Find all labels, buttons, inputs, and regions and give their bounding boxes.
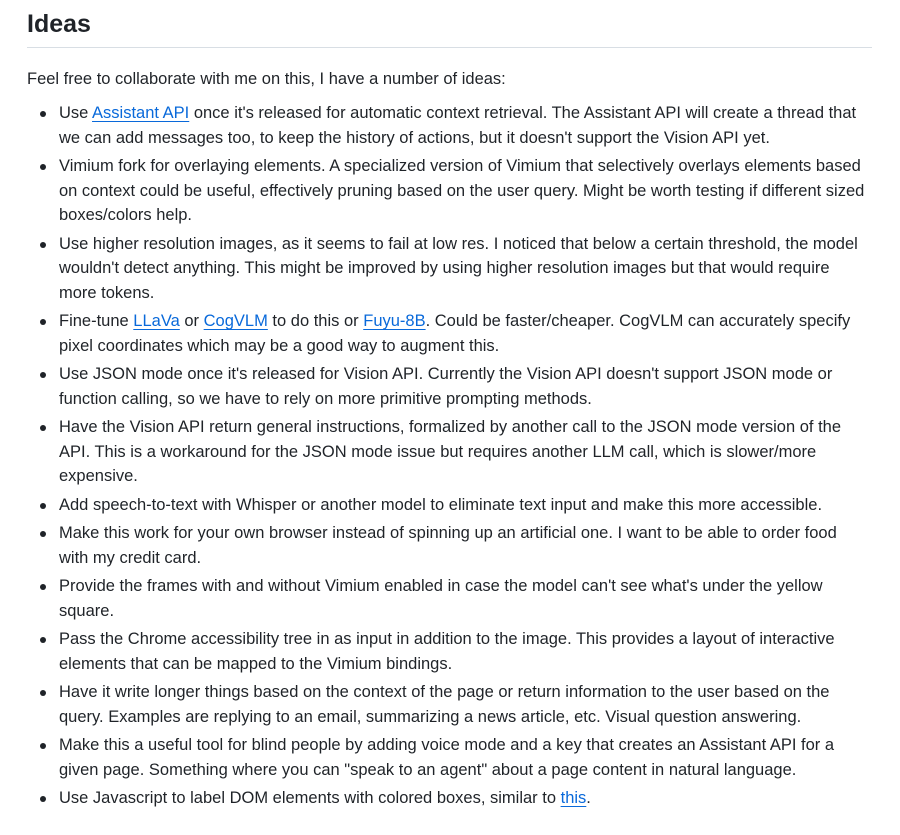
list-item bbox=[59, 309, 873, 358]
list-item: Make this work for your own browser instead of spinning up an artificial one. I want to be able to order food with my credit card. bbox=[59, 521, 873, 570]
intro-paragraph: Feel free to collaborate with me on this, I have a number of ideas: bbox=[27, 70, 506, 88]
list-item: Use higher resolution images, as it seems to fail at low res. I noticed that below a certain threshold, the model wouldn't detect anything. This might be improved by using higher resolution images but that would require more tokens. bbox=[59, 232, 873, 306]
item-text: Use bbox=[59, 104, 93, 122]
section-heading: Ideas bbox=[27, 0, 872, 48]
ideas-list bbox=[27, 101, 873, 811]
list-item bbox=[59, 101, 873, 150]
this-link[interactable]: this bbox=[560, 789, 587, 807]
assistant-api-link[interactable]: Assistant API bbox=[92, 104, 190, 122]
item-text: to do this or bbox=[267, 312, 364, 330]
item-text: Fine-tune bbox=[59, 312, 134, 330]
llava-link[interactable]: LLaVa bbox=[133, 312, 180, 330]
item-text: once it's released for automatic context retrieval. The Assistant API will create a thread that we can add messages too, to keep the history of actions, but it doesn't support the Vision API yet. bbox=[59, 104, 857, 147]
list-item: Pass the Chrome accessibility tree in as input in addition to the image. This provides a layout of interactive elements that can be mapped to the Vimium bindings. bbox=[59, 627, 873, 676]
list-item: Provide the frames with and without Vimium enabled in case the model can't see what's under the yellow square. bbox=[59, 574, 873, 623]
list-item: Have the Vision API return general instructions, formalized by another call to the JSON mode version of the API. This is a workaround for the JSON mode issue but requires another LLM call, which is slower/more expensive. bbox=[59, 415, 873, 489]
fuyu-8b-link[interactable]: Fuyu-8B bbox=[363, 312, 426, 330]
list-item bbox=[59, 786, 873, 811]
list-item: Use JSON mode once it's released for Vision API. Currently the Vision API doesn't support JSON mode or function calling, so we have to rely on more primitive prompting methods. bbox=[59, 362, 873, 411]
list-item: Vimium fork for overlaying elements. A specialized version of Vimium that selectively overlays elements based on context could be useful, effectively pruning based on the user query. Might be worth testing if different sized boxes/colors help. bbox=[59, 154, 873, 228]
item-text: . bbox=[586, 789, 591, 807]
list-item: Add speech-to-text with Whisper or another model to eliminate text input and make this more accessible. bbox=[59, 493, 873, 518]
item-text: . Could be faster/cheaper. CogVLM can accurately specify pixel coordinates which may be a good way to augment this. bbox=[59, 312, 851, 355]
item-text: or bbox=[179, 312, 204, 330]
list-item: Have it write longer things based on the context of the page or return information to the user based on the query. Examples are replying to an email, summarizing a news article, etc. Visual question answering. bbox=[59, 680, 873, 729]
cogvlm-link[interactable]: CogVLM bbox=[203, 312, 268, 330]
item-text: Use Javascript to label DOM elements with colored boxes, similar to bbox=[59, 789, 561, 807]
list-item: Make this a useful tool for blind people by adding voice mode and a key that creates an Assistant API for a given page. Something where you can "speak to an agent" about a page content in natural language. bbox=[59, 733, 873, 782]
